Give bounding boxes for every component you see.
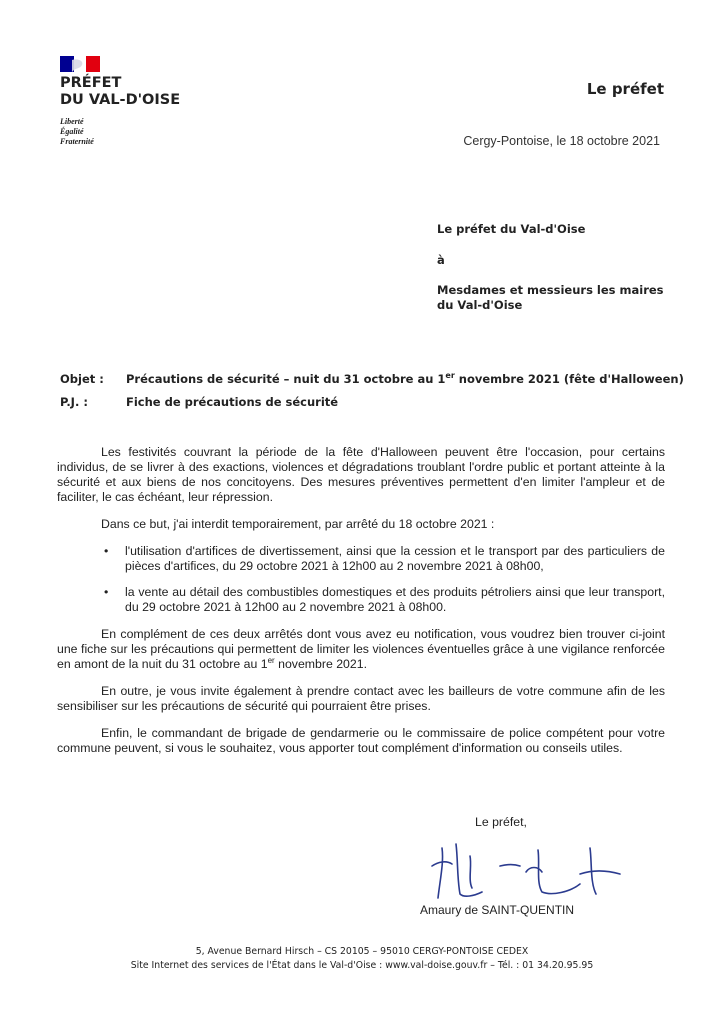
list-item xyxy=(57,585,665,615)
footer-contact: Site Internet des services de l'État dans le Val-d'Oise : www.val-doise.gouv.fr – Tél. : 01 34.20.95.95 xyxy=(130,960,594,971)
paragraph-3-sup: er xyxy=(267,655,275,665)
subject-text xyxy=(126,372,684,386)
recipients: Mesdames et messieurs les maires du Val-d'Oise xyxy=(437,283,664,312)
paragraph-4: En outre, je vous invite également à prendre contact avec les bailleurs de votre commune afin de les sensibiliser sur les précautions de sécurité qui pourraient être prises. xyxy=(57,684,665,713)
republic-motto xyxy=(60,117,94,147)
attachment-line xyxy=(60,395,338,409)
bullet-list xyxy=(57,544,665,615)
sender: Le préfet du Val-d'Oise xyxy=(437,222,586,236)
prefecture-line2: DU VAL-D'OISE xyxy=(60,92,181,108)
closing-salutation: Le préfet, xyxy=(475,815,527,829)
to-word: à xyxy=(437,253,445,267)
bullet-icon: • xyxy=(104,585,109,599)
list-item xyxy=(57,544,665,574)
subject-line xyxy=(60,372,684,386)
subject-text-part1: Précautions de sécurité – nuit du 31 octobre au 1 xyxy=(126,372,446,386)
bullet-text-1: l'utilisation d'artifices de divertissement, ainsi que la cession et le transport par des particuliers de pièces d'artifices, du 29 octobre 2021 à 12h00 au 2 novembre 2021 à 08h00, xyxy=(125,544,665,573)
place-and-date: Cergy-Pontoise, le 18 octobre 2021 xyxy=(463,134,660,148)
letter-body xyxy=(57,445,665,768)
subject-sup: er xyxy=(445,371,455,381)
prefecture-name xyxy=(60,75,180,109)
paragraph-3 xyxy=(57,627,665,672)
paragraph-3-part1: En complément de ces deux arrêtés dont vous avez eu notification, vous voudrez bien trouver ci-joint une fiche sur les précautions qui permettent de limiter les violences éventuelles grâce à une vigilance renforcée en amont de la nuit du 31 octobre au 1 xyxy=(57,627,665,671)
paragraph-3-part2: novembre 2021. xyxy=(274,657,367,671)
paragraph-1: Les festivités couvrant la période de la fête d'Halloween peuvent être l'occasion, pour certains individus, de se livrer à des exactions, violences et dégradations troublant l'ordre public et portant atteinte à la sécurité et aux biens de nos concitoyens. Des mesures préventives permettent d'en limiter l'ampleur et de faciliter, le cas échéant, leur répression. xyxy=(57,445,665,504)
handwritten-signature-icon xyxy=(430,836,630,902)
motto-fraternite: Fraternité xyxy=(60,137,94,146)
motto-egalite: Égalité xyxy=(60,127,84,136)
signatory-name: Amaury de SAINT-QUENTIN xyxy=(420,903,575,917)
bullet-text-2: la vente au détail des combustibles domestiques et des produits pétroliers ainsi que leur transport, du 29 octobre 2021 à 12h00 au 2 novembre 2021 à 08h00. xyxy=(125,585,665,614)
subject-label: Objet : xyxy=(60,372,104,386)
footer-address: 5, Avenue Bernard Hirsch – CS 20105 – 95010 CERGY-PONTOISE CEDEX xyxy=(195,946,529,957)
bullet-icon: • xyxy=(104,544,109,558)
attachment-text: Fiche de précautions de sécurité xyxy=(126,395,339,409)
attachment-label: P.J. : xyxy=(60,395,88,409)
paragraph-2: Dans ce but, j'ai interdit temporairement, par arrêté du 18 octobre 2021 : xyxy=(101,517,495,531)
subject-text-part2: novembre 2021 (fête d'Halloween) xyxy=(454,372,684,386)
signer-title: Le préfet xyxy=(586,80,664,98)
paragraph-5: Enfin, le commandant de brigade de gendarmerie ou le commissaire de police compétent pour votre commune peuvent, si vous le souhaitez, vous apporter tout complément d'information ou conseils utiles. xyxy=(57,726,665,755)
marianne-logo-icon xyxy=(60,56,100,72)
motto-liberte: Liberté xyxy=(60,117,84,126)
prefecture-line1: PRÉFET xyxy=(60,75,122,91)
